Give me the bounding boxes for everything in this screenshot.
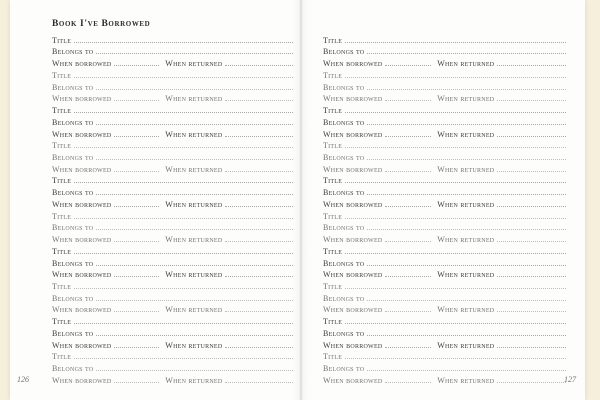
when-borrowed-write-line (385, 311, 431, 312)
belongs-to-write-line (96, 300, 293, 301)
when-returned-label: When returned (165, 305, 223, 315)
borrowed-book-entry (323, 174, 566, 209)
belongs-to-write-line (367, 194, 566, 195)
when-returned-write-line (225, 276, 293, 277)
belongs-to-label: Belongs to (323, 258, 365, 268)
dates-row (52, 232, 293, 244)
title-label: Title (52, 317, 72, 327)
when-returned-cell (437, 303, 566, 315)
when-borrowed-write-line (114, 206, 159, 207)
dates-row (323, 338, 566, 350)
when-borrowed-label: When borrowed (323, 305, 383, 315)
title-write-line (74, 42, 293, 43)
page-number-left: 126 (17, 375, 29, 384)
when-returned-cell (165, 338, 293, 350)
title-write-line (74, 358, 293, 359)
when-returned-label: When returned (165, 129, 223, 139)
when-borrowed-cell (52, 127, 165, 139)
belongs-to-row (52, 185, 293, 197)
borrowed-book-entry (52, 315, 293, 350)
when-borrowed-cell (52, 338, 165, 350)
when-returned-label: When returned (437, 199, 495, 209)
title-label: Title (52, 35, 72, 45)
belongs-to-row (52, 80, 293, 92)
belongs-to-label: Belongs to (323, 364, 365, 374)
borrowed-book-entry (52, 244, 293, 279)
belongs-to-label: Belongs to (52, 117, 94, 127)
borrowed-book-entry (323, 350, 566, 385)
borrowed-book-entry (323, 68, 566, 103)
when-returned-cell (437, 56, 566, 68)
title-label: Title (323, 70, 343, 80)
dates-row (323, 268, 566, 280)
belongs-to-row (323, 80, 566, 92)
when-returned-label: When returned (165, 94, 223, 104)
belongs-to-label: Belongs to (323, 117, 365, 127)
belongs-to-row (52, 291, 293, 303)
when-borrowed-write-line (114, 100, 159, 101)
borrowed-book-entry (323, 279, 566, 314)
when-borrowed-write-line (385, 206, 431, 207)
when-borrowed-label: When borrowed (52, 340, 112, 350)
belongs-to-label: Belongs to (323, 328, 365, 338)
title-row (323, 279, 566, 291)
when-returned-cell (165, 162, 293, 174)
borrowed-book-entry (52, 209, 293, 244)
when-returned-cell (437, 197, 566, 209)
borrowed-book-entry (52, 139, 293, 174)
belongs-to-write-line (96, 124, 293, 125)
belongs-to-write-line (367, 370, 566, 371)
belongs-to-row (323, 361, 566, 373)
when-returned-write-line (497, 136, 566, 137)
title-row (52, 315, 293, 327)
left-entries (52, 33, 293, 385)
when-borrowed-label: When borrowed (52, 129, 112, 139)
page-title: Book I've Borrowed (52, 19, 151, 29)
when-borrowed-cell (323, 232, 437, 244)
when-returned-cell (165, 127, 293, 139)
when-borrowed-cell (52, 92, 165, 104)
belongs-to-write-line (367, 335, 566, 336)
when-borrowed-cell (323, 373, 437, 385)
title-row (52, 350, 293, 362)
when-returned-label: When returned (437, 270, 495, 280)
title-label: Title (52, 282, 72, 292)
when-borrowed-write-line (385, 65, 431, 66)
borrowed-book-entry (52, 103, 293, 138)
when-returned-cell (165, 92, 293, 104)
when-borrowed-write-line (114, 171, 159, 172)
dates-row (323, 162, 566, 174)
when-returned-label: When returned (437, 59, 495, 69)
title-label: Title (323, 211, 343, 221)
when-borrowed-label: When borrowed (52, 164, 112, 174)
dates-row (52, 162, 293, 174)
belongs-to-row (323, 291, 566, 303)
when-returned-label: When returned (165, 375, 223, 385)
title-write-line (345, 218, 566, 219)
right-entries (323, 33, 566, 385)
when-returned-cell (437, 162, 566, 174)
title-write-line (74, 112, 293, 113)
when-returned-cell (165, 268, 293, 280)
belongs-to-label: Belongs to (323, 47, 365, 57)
when-returned-write-line (225, 241, 293, 242)
belongs-to-write-line (96, 370, 293, 371)
dates-row (323, 92, 566, 104)
belongs-to-write-line (367, 124, 566, 125)
dates-row (323, 232, 566, 244)
dates-row (323, 373, 566, 385)
when-returned-label: When returned (437, 340, 495, 350)
when-borrowed-cell (323, 92, 437, 104)
when-returned-label: When returned (165, 270, 223, 280)
belongs-to-row (52, 45, 293, 57)
belongs-to-label: Belongs to (323, 188, 365, 198)
when-returned-write-line (497, 206, 566, 207)
when-borrowed-label: When borrowed (52, 235, 112, 245)
belongs-to-label: Belongs to (52, 82, 94, 92)
belongs-to-label: Belongs to (52, 328, 94, 338)
when-borrowed-label: When borrowed (323, 59, 383, 69)
when-returned-write-line (225, 100, 293, 101)
belongs-to-label: Belongs to (323, 82, 365, 92)
belongs-to-row (323, 45, 566, 57)
when-borrowed-label: When borrowed (323, 199, 383, 209)
borrowed-book-entry (323, 139, 566, 174)
when-borrowed-write-line (385, 276, 431, 277)
belongs-to-label: Belongs to (52, 47, 94, 57)
belongs-to-write-line (367, 229, 566, 230)
when-borrowed-label: When borrowed (323, 129, 383, 139)
title-write-line (74, 253, 293, 254)
borrowed-book-entry (323, 33, 566, 68)
title-row (323, 174, 566, 186)
when-returned-write-line (225, 171, 293, 172)
belongs-to-row (323, 115, 566, 127)
title-row (323, 315, 566, 327)
when-returned-label: When returned (437, 94, 495, 104)
belongs-to-label: Belongs to (52, 258, 94, 268)
title-label: Title (52, 176, 72, 186)
title-row (323, 209, 566, 221)
title-row (52, 209, 293, 221)
when-returned-cell (437, 268, 566, 280)
when-returned-cell (437, 92, 566, 104)
when-returned-write-line (225, 347, 293, 348)
dates-row (52, 197, 293, 209)
when-borrowed-write-line (114, 241, 159, 242)
belongs-to-row (323, 185, 566, 197)
title-row (52, 139, 293, 151)
when-returned-write-line (497, 100, 566, 101)
when-borrowed-write-line (385, 347, 431, 348)
title-label: Title (52, 246, 72, 256)
borrowed-book-entry (323, 103, 566, 138)
when-returned-cell (165, 303, 293, 315)
when-borrowed-write-line (114, 382, 159, 383)
when-borrowed-cell (323, 56, 437, 68)
belongs-to-row (323, 326, 566, 338)
when-borrowed-write-line (114, 347, 159, 348)
dates-row (52, 92, 293, 104)
belongs-to-write-line (367, 159, 566, 160)
when-borrowed-write-line (114, 311, 159, 312)
title-write-line (345, 323, 566, 324)
when-returned-write-line (225, 206, 293, 207)
when-returned-label: When returned (437, 375, 495, 385)
dates-row (323, 127, 566, 139)
belongs-to-write-line (96, 265, 293, 266)
borrowed-book-entry (323, 315, 566, 350)
when-borrowed-label: When borrowed (323, 94, 383, 104)
belongs-to-row (52, 361, 293, 373)
title-write-line (74, 77, 293, 78)
when-borrowed-write-line (385, 241, 431, 242)
when-returned-label: When returned (165, 164, 223, 174)
when-borrowed-label: When borrowed (52, 199, 112, 209)
belongs-to-row (52, 326, 293, 338)
belongs-to-label: Belongs to (323, 223, 365, 233)
belongs-to-row (323, 256, 566, 268)
belongs-to-write-line (96, 159, 293, 160)
when-returned-label: When returned (165, 235, 223, 245)
title-row (52, 244, 293, 256)
belongs-to-label: Belongs to (323, 153, 365, 162)
when-borrowed-write-line (114, 136, 159, 137)
when-returned-label: When returned (165, 59, 223, 69)
title-row (323, 244, 566, 256)
title-label: Title (52, 211, 72, 221)
when-borrowed-write-line (385, 100, 431, 101)
title-row (52, 174, 293, 186)
when-borrowed-label: When borrowed (323, 340, 383, 350)
when-returned-label: When returned (165, 340, 223, 350)
title-write-line (345, 288, 566, 289)
when-returned-write-line (225, 382, 293, 383)
when-borrowed-label: When borrowed (323, 235, 383, 245)
when-returned-label: When returned (437, 305, 495, 315)
dates-row (52, 56, 293, 68)
when-returned-cell (165, 373, 293, 385)
when-borrowed-cell (323, 162, 437, 174)
belongs-to-row (323, 150, 566, 162)
title-write-line (345, 358, 566, 359)
title-write-line (345, 253, 566, 254)
belongs-to-write-line (367, 89, 566, 90)
when-borrowed-cell (52, 303, 165, 315)
belongs-to-write-line (367, 265, 566, 266)
when-borrowed-cell (323, 303, 437, 315)
belongs-to-label: Belongs to (52, 188, 94, 198)
when-borrowed-cell (52, 197, 165, 209)
title-row (323, 139, 566, 151)
when-returned-write-line (497, 347, 566, 348)
when-borrowed-cell (52, 162, 165, 174)
title-row (52, 103, 293, 115)
belongs-to-label: Belongs to (52, 153, 94, 162)
page-number-right: 127 (564, 375, 576, 384)
dates-row (52, 303, 293, 315)
when-returned-write-line (497, 276, 566, 277)
when-borrowed-cell (52, 268, 165, 280)
when-returned-label: When returned (437, 129, 495, 139)
dates-row (52, 338, 293, 350)
title-row (323, 33, 566, 45)
when-borrowed-label: When borrowed (323, 270, 383, 280)
dates-row (52, 127, 293, 139)
title-label: Title (52, 352, 72, 362)
when-returned-label: When returned (165, 199, 223, 209)
title-write-line (345, 182, 566, 183)
belongs-to-row (52, 115, 293, 127)
borrowed-book-entry (52, 279, 293, 314)
borrowed-book-entry (52, 350, 293, 385)
when-borrowed-label: When borrowed (52, 59, 112, 69)
when-borrowed-label: When borrowed (52, 375, 112, 385)
when-borrowed-label: When borrowed (323, 375, 383, 385)
when-borrowed-cell (323, 338, 437, 350)
belongs-to-label: Belongs to (52, 364, 94, 374)
when-returned-cell (165, 232, 293, 244)
when-returned-cell (437, 232, 566, 244)
title-label: Title (323, 282, 343, 292)
borrowed-book-entry (323, 209, 566, 244)
when-borrowed-cell (323, 127, 437, 139)
when-borrowed-cell (323, 197, 437, 209)
title-row (323, 68, 566, 80)
belongs-to-row (52, 150, 293, 162)
title-label: Title (52, 70, 72, 80)
when-borrowed-cell (323, 268, 437, 280)
title-label: Title (323, 317, 343, 327)
belongs-to-write-line (96, 335, 293, 336)
belongs-to-row (323, 221, 566, 233)
belongs-to-row (52, 221, 293, 233)
when-returned-cell (437, 338, 566, 350)
belongs-to-row (52, 256, 293, 268)
belongs-to-write-line (367, 53, 566, 54)
when-returned-label: When returned (437, 164, 495, 174)
title-row (52, 68, 293, 80)
when-borrowed-write-line (385, 382, 431, 383)
title-write-line (74, 147, 293, 148)
title-label: Title (323, 141, 343, 151)
when-borrowed-write-line (114, 65, 159, 66)
when-returned-write-line (225, 65, 293, 66)
title-write-line (345, 147, 566, 148)
belongs-to-write-line (96, 89, 293, 90)
title-write-line (345, 77, 566, 78)
when-returned-label: When returned (437, 235, 495, 245)
title-row (52, 279, 293, 291)
title-write-line (345, 42, 566, 43)
open-book-pages (10, 0, 585, 400)
borrowed-book-entry (323, 244, 566, 279)
when-returned-write-line (225, 311, 293, 312)
dates-row (52, 373, 293, 385)
belongs-to-label: Belongs to (323, 293, 365, 303)
borrowed-book-entry (52, 33, 293, 68)
belongs-to-write-line (96, 229, 293, 230)
belongs-to-label: Belongs to (52, 293, 94, 303)
title-write-line (74, 182, 293, 183)
when-returned-cell (165, 56, 293, 68)
when-returned-write-line (225, 136, 293, 137)
belongs-to-label: Belongs to (52, 223, 94, 233)
title-label: Title (323, 35, 343, 45)
when-returned-write-line (497, 65, 566, 66)
title-write-line (74, 288, 293, 289)
dates-row (323, 56, 566, 68)
dates-row (52, 268, 293, 280)
borrowed-book-entry (52, 68, 293, 103)
dates-row (323, 303, 566, 315)
when-returned-cell (437, 127, 566, 139)
when-borrowed-label: When borrowed (52, 270, 112, 280)
when-returned-write-line (497, 171, 566, 172)
title-label: Title (52, 141, 72, 151)
belongs-to-write-line (96, 194, 293, 195)
when-returned-write-line (497, 311, 566, 312)
title-row (52, 33, 293, 45)
when-returned-cell (437, 373, 566, 385)
when-returned-write-line (497, 382, 566, 383)
title-label: Title (323, 352, 343, 362)
title-row (323, 350, 566, 362)
when-borrowed-label: When borrowed (52, 305, 112, 315)
title-label: Title (323, 176, 343, 186)
when-borrowed-cell (52, 232, 165, 244)
title-label: Title (323, 106, 343, 116)
title-label: Title (323, 246, 343, 256)
title-write-line (74, 323, 293, 324)
when-returned-cell (165, 197, 293, 209)
title-row (323, 103, 566, 115)
when-borrowed-label: When borrowed (323, 164, 383, 174)
when-borrowed-write-line (114, 276, 159, 277)
title-write-line (345, 112, 566, 113)
belongs-to-write-line (96, 53, 293, 54)
when-borrowed-label: When borrowed (52, 94, 112, 104)
when-borrowed-write-line (385, 171, 431, 172)
dates-row (323, 197, 566, 209)
page-gutter (292, 0, 310, 400)
when-borrowed-cell (52, 373, 165, 385)
when-returned-write-line (497, 241, 566, 242)
belongs-to-write-line (367, 300, 566, 301)
when-borrowed-write-line (385, 136, 431, 137)
title-write-line (74, 218, 293, 219)
title-label: Title (52, 106, 72, 116)
when-borrowed-cell (52, 56, 165, 68)
borrowed-book-entry (52, 174, 293, 209)
